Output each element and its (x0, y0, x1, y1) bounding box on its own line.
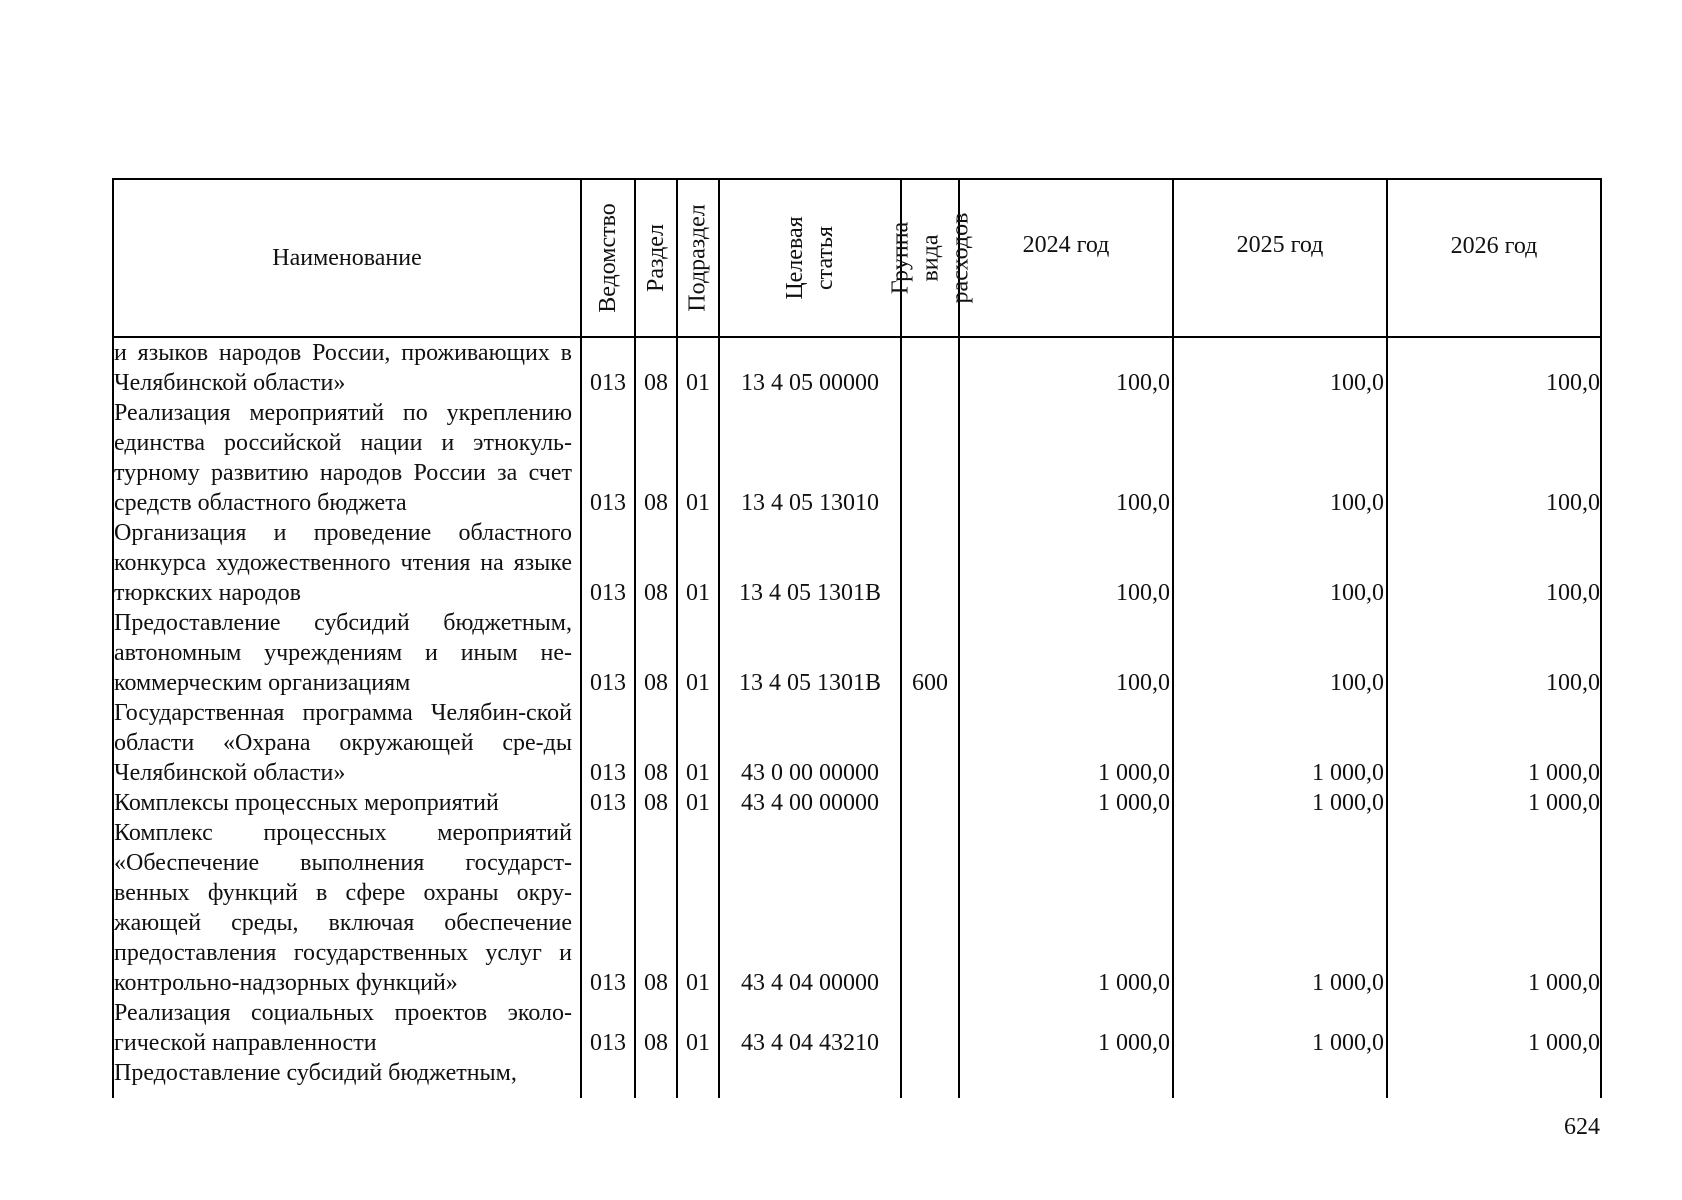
row-2025: 100,0 (1330, 670, 1384, 696)
row-section: 08 (644, 670, 668, 696)
row-target: 13 4 05 1301В (738, 670, 881, 696)
row-section: 08 (644, 580, 668, 606)
row-name: Предоставление субсидий бюджетным, (114, 1060, 517, 1086)
row-2026: 100,0 (1546, 490, 1600, 516)
header-2025-label: 2025 год (1236, 232, 1324, 258)
row-2024: 100,0 (1116, 490, 1170, 516)
column-divider (1386, 178, 1388, 1098)
row-ministry: 013 (590, 670, 626, 696)
row-2026: 100,0 (1546, 370, 1600, 396)
row-subsection: 01 (686, 670, 710, 696)
row-2025: 1 000,0 (1312, 970, 1384, 996)
header-target (720, 180, 900, 336)
row-2026: 100,0 (1546, 670, 1600, 696)
header-subsection (678, 180, 718, 336)
row-ministry: 013 (590, 490, 626, 516)
row-name: Предоставление субсидий бюджетным, автономным учреждениям и иным не-коммерческим организациям (114, 610, 572, 696)
row-name: и языков народов России, проживающих в Челябинской области» (114, 340, 572, 396)
header-2024 (960, 180, 1172, 310)
row-subsection: 01 (686, 760, 710, 786)
row-section: 08 (644, 760, 668, 786)
row-2026: 1 000,0 (1528, 760, 1600, 786)
row-target: 43 0 00 00000 (741, 760, 879, 786)
row-2024: 1 000,0 (1098, 970, 1170, 996)
row-ministry: 013 (590, 1030, 626, 1056)
row-ministry: 013 (590, 580, 626, 606)
row-name: Организация и проведение областного конкурса художественного чтения на языке тюркских народов (114, 520, 572, 606)
header-section (636, 180, 676, 336)
row-name: Комплексы процессных мероприятий (114, 790, 499, 816)
header-expense-group (887, 180, 974, 336)
header-ministry (582, 180, 634, 336)
row-target: 13 4 05 1301В (738, 580, 881, 606)
row-subsection: 01 (686, 370, 710, 396)
row-target: 43 4 00 00000 (741, 790, 879, 816)
header-2026-label: 2026 год (1450, 233, 1538, 259)
row-target: 43 4 04 00000 (741, 970, 879, 996)
row-section: 08 (644, 490, 668, 516)
header-target-label: Целевая статья (782, 216, 838, 300)
header-section-label: Раздел (643, 224, 670, 292)
row-section: 08 (644, 370, 668, 396)
row-2024: 1 000,0 (1098, 790, 1170, 816)
header-ministry-label: Ведомство (595, 203, 621, 313)
row-2024: 100,0 (1116, 670, 1170, 696)
header-2026 (1388, 180, 1600, 312)
row-subsection: 01 (686, 490, 710, 516)
row-2025: 100,0 (1330, 490, 1384, 516)
column-divider (1172, 178, 1174, 1098)
page-number: 624 (1564, 1114, 1600, 1140)
row-2025: 1 000,0 (1312, 1030, 1384, 1056)
column-divider (1600, 178, 1602, 1098)
row-ministry: 013 (590, 370, 626, 396)
header-subsection-label: Подраздел (685, 204, 712, 312)
row-group: 600 (912, 670, 948, 696)
row-subsection: 01 (686, 1030, 710, 1056)
header-name-label: Наименование (272, 245, 422, 271)
column-divider (958, 178, 960, 1098)
row-subsection: 01 (686, 580, 710, 606)
row-2024: 1 000,0 (1098, 1030, 1170, 1056)
row-2026: 1 000,0 (1528, 790, 1600, 816)
row-2025: 100,0 (1330, 370, 1384, 396)
row-2024: 1 000,0 (1098, 760, 1170, 786)
row-2025: 1 000,0 (1312, 760, 1384, 786)
row-name: Реализация мероприятий по укреплению единства российской нации и этнокуль-турному развитию народов России за счет средств областного бюджета (114, 400, 572, 516)
row-2024: 100,0 (1116, 370, 1170, 396)
row-section: 08 (644, 790, 668, 816)
row-target: 13 4 05 00000 (741, 370, 879, 396)
row-name: Реализация социальных проектов эколо-гической направленности (114, 1000, 572, 1056)
row-target: 43 4 04 43210 (741, 1030, 879, 1056)
row-2024: 100,0 (1116, 580, 1170, 606)
row-subsection: 01 (686, 790, 710, 816)
row-name: Государственная программа Челябин-ской области «Охрана окружающей сре-ды Челябинской области» (114, 700, 572, 786)
header-2025 (1174, 180, 1386, 310)
row-ministry: 013 (590, 760, 626, 786)
row-section: 08 (644, 1030, 668, 1056)
row-2026: 1 000,0 (1528, 1030, 1600, 1056)
row-ministry: 013 (590, 970, 626, 996)
row-ministry: 013 (590, 790, 626, 816)
row-2025: 100,0 (1330, 580, 1384, 606)
header-name (114, 180, 580, 336)
row-name: Комплекс процессных мероприятий «Обеспечение выполнения государст-венных функций в сфере охраны окру-жающей среды, включая обеспечение предоставления государственных услуг и контрольно-надзорных функций» (114, 820, 572, 996)
row-2025: 1 000,0 (1312, 790, 1384, 816)
header-2024-label: 2024 год (1022, 232, 1110, 258)
row-2026: 100,0 (1546, 580, 1600, 606)
row-section: 08 (644, 970, 668, 996)
row-target: 13 4 05 13010 (741, 490, 879, 516)
row-2026: 1 000,0 (1528, 970, 1600, 996)
row-subsection: 01 (686, 970, 710, 996)
header-expense-group-label: Группа вида расходов (887, 212, 974, 304)
